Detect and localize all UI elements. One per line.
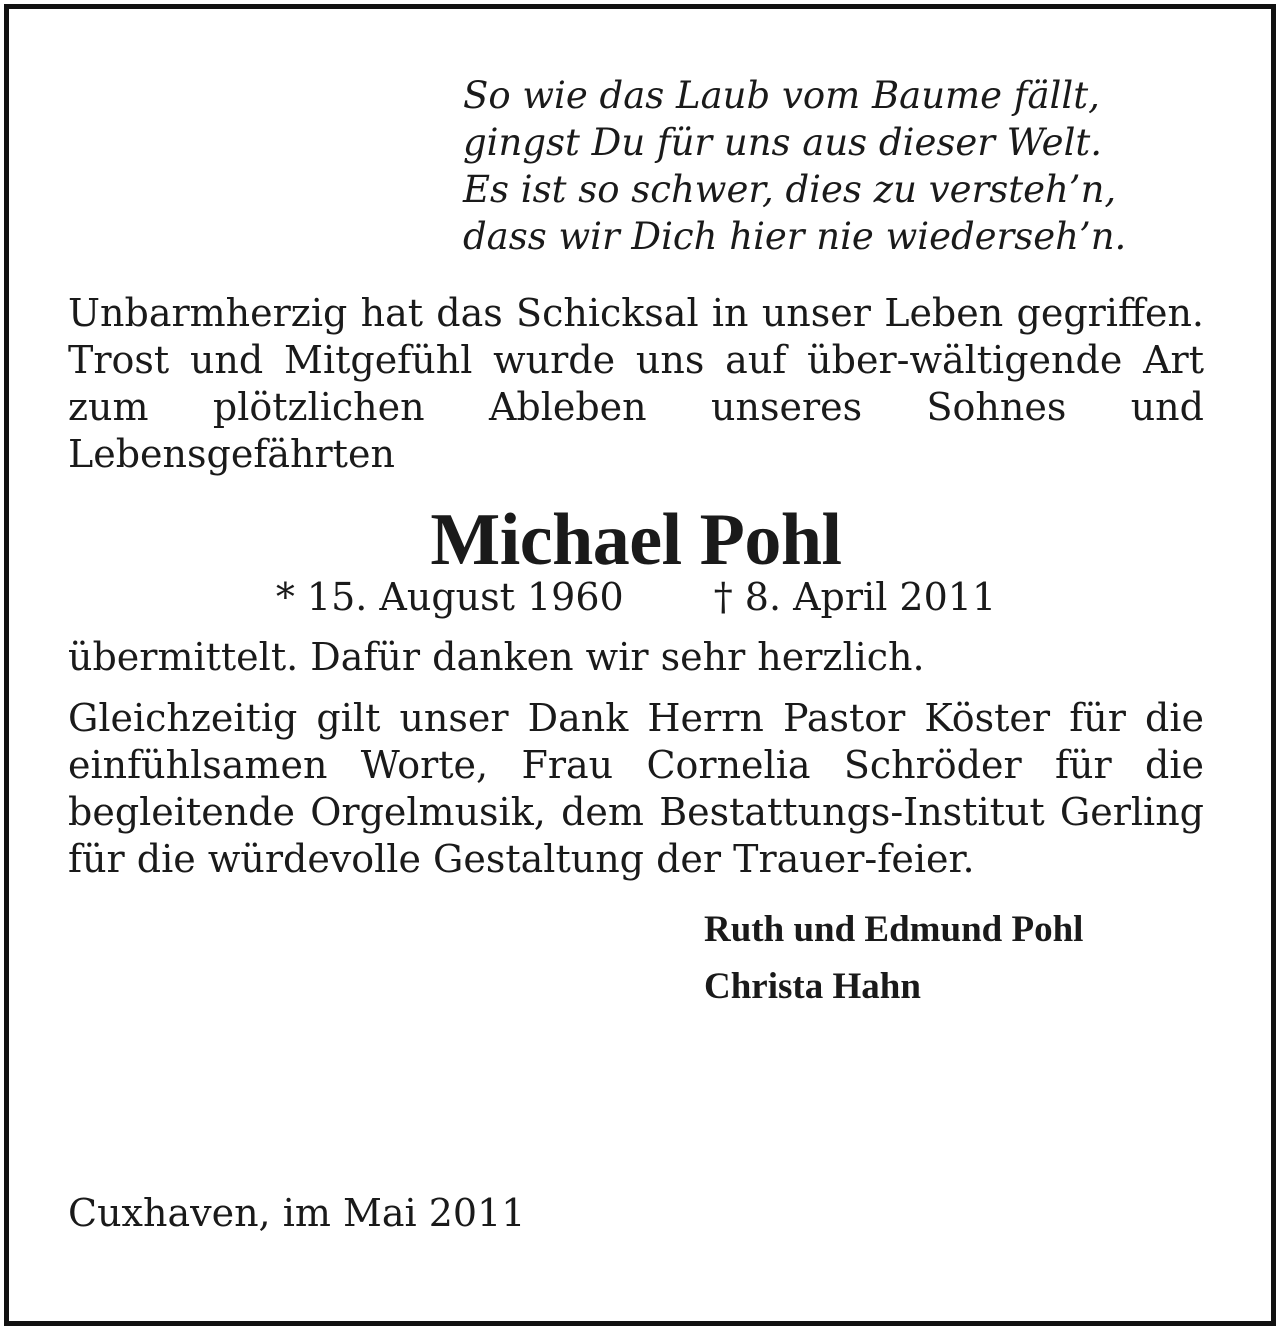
life-dates	[68, 574, 1204, 620]
obituary-content	[68, 72, 1204, 1015]
verse-line: So wie das Laub vom Baume fällt,	[463, 74, 1100, 117]
verse-line: dass wir Dich hier nie wiederseh’n.	[463, 215, 1127, 258]
thanks-paragraph: übermittelt. Dafür danken wir sehr herzlich.	[68, 635, 925, 679]
signer-name: Christa Hahn	[704, 966, 921, 1007]
verse-line: gingst Du für uns aus dieser Welt.	[463, 121, 1103, 164]
death-date: † 8. April 2011	[713, 575, 997, 619]
deceased-name: Michael Pohl	[430, 499, 842, 581]
birth-date: * 15. August 1960	[275, 575, 624, 619]
signers	[704, 901, 1204, 1015]
acknowledgement-paragraph: Gleichzeitig gilt unser Dank Herrn Pastor Köster für die einfühlsamen Worte, Frau Cornelia Schröder für die begleitende Orgelmusik, dem Bestattungs-Institut Gerling für die würdevolle Gestaltung der Trauer-feier.	[68, 696, 1204, 881]
verse-line: Es ist so schwer, dies zu versteh’n,	[463, 168, 1117, 211]
intro-paragraph: Unbarmherzig hat das Schicksal in unser Leben gegriffen. Trost und Mitgefühl wurde uns auf über-wältigende Art zum plötzlichen Ableben unseres Sohnes und Lebensgefährten	[68, 291, 1204, 476]
signer-name: Ruth und Edmund Pohl	[704, 909, 1084, 950]
place-and-date: Cuxhaven, im Mai 2011	[68, 1191, 526, 1235]
memorial-verse	[463, 72, 1204, 260]
